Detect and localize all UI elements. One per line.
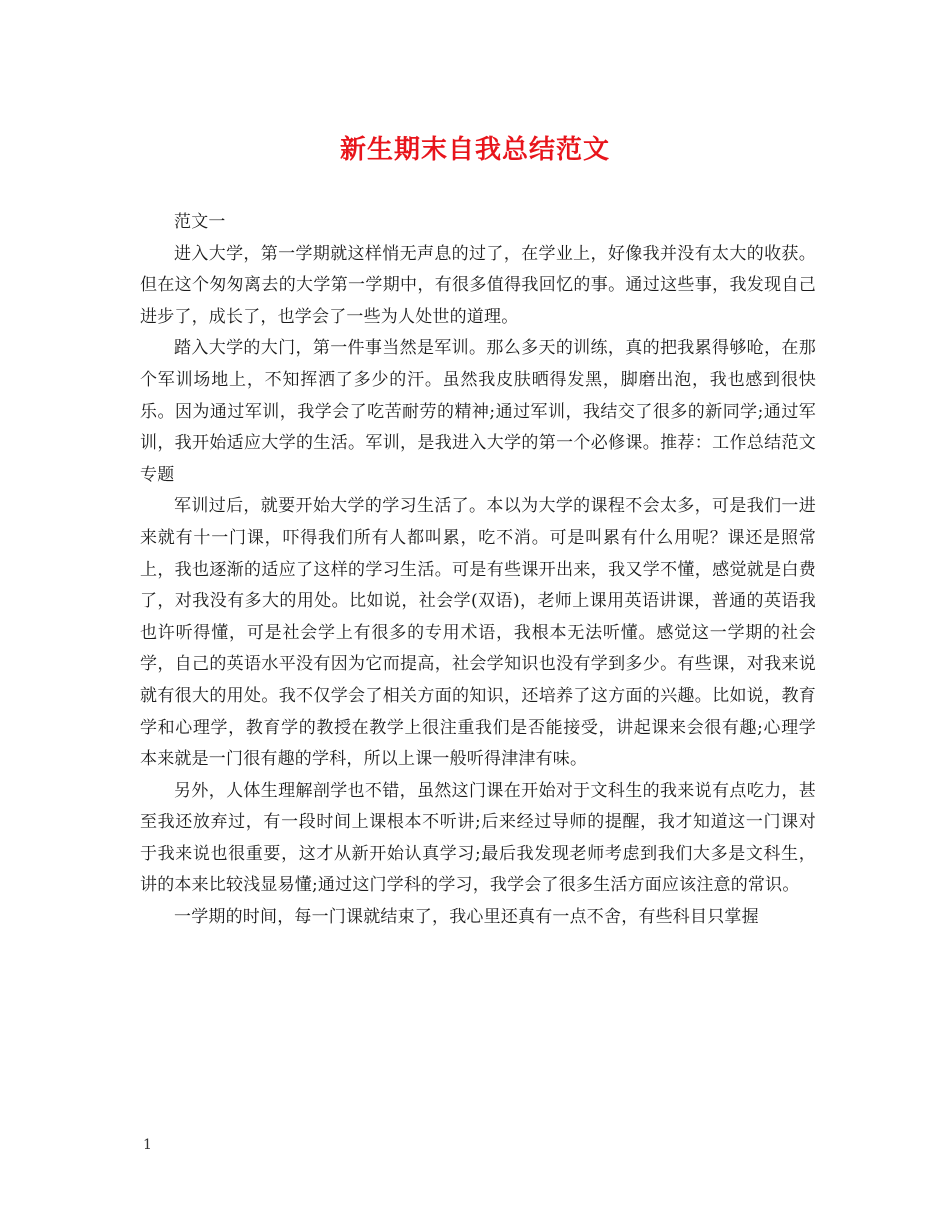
paragraph: 另外，人体生理解剖学也不错，虽然这门课在开始对于文科生的我来说有点吃力，甚至我还放弃过，有一段时间上课根本不听讲;后来经过导师的提醒，我才知道这一门课对于我来说也很重要，这才从新开始认真学习;最后我发现老师考虑到我们大多是文科生，讲的本来比较浅显易懂;通过这门学科的学习，我学会了很多生活方面应该注意的常识。	[140, 780, 816, 896]
paragraph: 军训过后，就要开始大学的学习生活了。本以为大学的课程不会太多，可是我们一进来就有十一门课，吓得我们所有人都叫累，吃不消。可是叫累有什么用呢？课还是照常上，我也逐渐的适应了这样的学习生活。可是有些课开出来，我又学不懂，感觉就是白费了，对我没有多大的用处。比如说，社会学(双语)，老师上课用英语讲课，普通的英语我也许听得懂，可是社会学上有很多的专用术语，我根本无法听懂。感觉这一学期的社会学，自己的英语水平没有因为它而提高，社会学知识也没有学到多少。有些课，对我来说就有很大的用处。我不仅学会了相关方面的知识，还培养了这方面的兴趣。比如说，教育学和心理学，教育学的教授在教学上很注重我们是否能接受，讲起课来会很有趣;心理学本来就是一门很有趣的学科，所以上课一般听得津津有味。	[140, 496, 816, 770]
section-label: 范文一	[174, 212, 226, 232]
paragraph: 踏入大学的大门，第一件事当然是军训。那么多天的训练，真的把我累得够呛，在那个军训场地上，不知挥洒了多少的汗。虽然我皮肤晒得发黑，脚磨出泡，我也感到很快乐。因为通过军训，我学会了吃苦耐劳的精神;通过军训，我结交了很多的新同学;通过军训，我开始适应大学的生活。军训，是我进入大学的第一个必修课。推荐：工作总结范文专题	[140, 338, 816, 485]
document-title: 新生期末自我总结范文	[339, 135, 610, 165]
page-number: 1	[143, 1137, 152, 1153]
document-body	[140, 207, 816, 934]
paragraph: 进入大学，第一学期就这样悄无声息的过了，在学业上，好像我并没有太大的收获。但在这个匆匆离去的大学第一学期中，有很多值得我回忆的事。通过这些事，我发现自己进步了，成长了，也学会了一些为人处世的道理。	[140, 243, 816, 327]
paragraph: 一学期的时间，每一门课就结束了，我心里还真有一点不舍，有些科目只掌握	[174, 907, 759, 928]
